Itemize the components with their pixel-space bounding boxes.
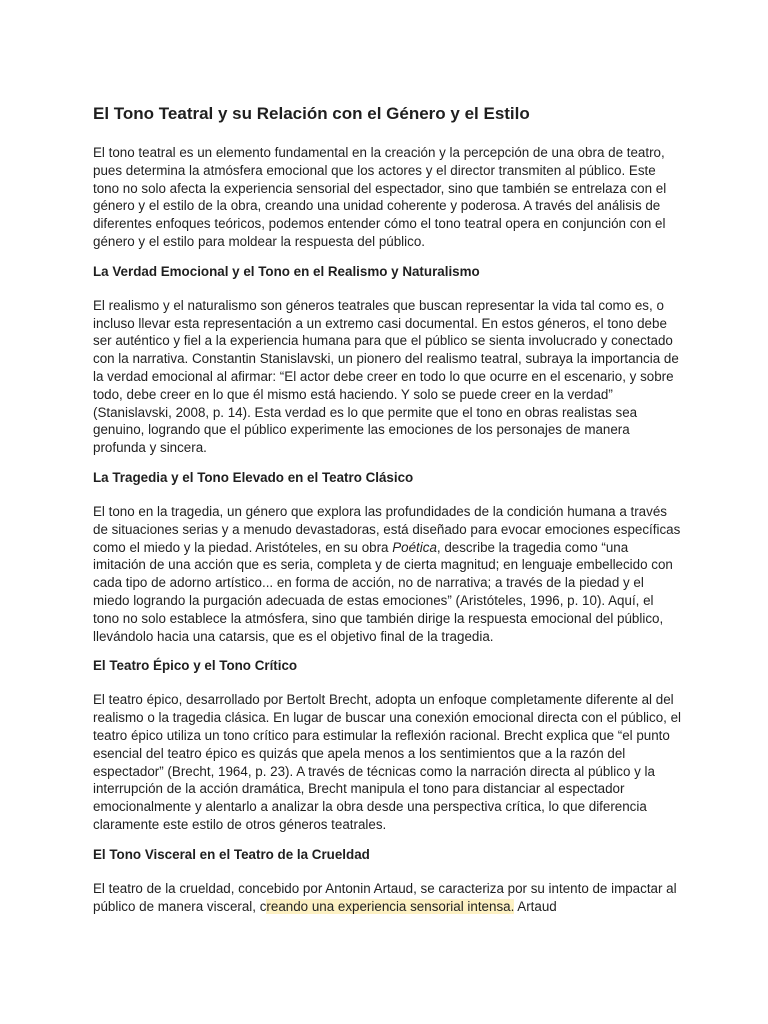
intro-paragraph: El tono teatral es un elemento fundamental en la creación y la percepción de una obra de teatro, pues determina la atmósfera emocional que los actores y el director transmiten al público. Este tono no solo afecta la experiencia sensorial del espectador, sino que también se entrelaza con el género y el estilo de la obra, creando una unidad coherente y poderosa. A través del análisis de diferentes enfoques teóricos, podemos entender cómo el tono teatral opera en conjunción con el género y el estilo para moldear la respuesta del público. [93,145,667,249]
section-body-tragedia [93,503,683,645]
document-page [93,103,683,926]
highlighted-text: reando una experiencia sensorial intensa. [266,898,515,914]
section-body-epico: El teatro épico, desarrollado por Bertolt Brecht, adopta un enfoque completamente diferente al del realismo o la tragedia clásica. En lugar de buscar una conexión emocional directa con el público, el teatro épico utiliza un tono crítico para estimular la reflexión racional. Brecht explica que “el punto esencial del teatro épico es quizás que apela menos a los sentimientos que a la razón del espectador” (Brecht, 1964, p. 23). A través de técnicas como la narración directa al público y la interrupción de la acción dramática, Brecht manipula el tono para distanciar al espectador emocionalmente y alentarlo a analizar la obra desde una perspectiva crítica, lo que diferencia claramente este estilo de otros géneros teatrales. [93,692,682,832]
text-run: Artaud [514,898,557,914]
section-heading-epico: El Teatro Épico y el Tono Crítico [93,658,298,674]
text-run: El teatro de la crueldad, concebido por Antonin Artaud, se caracteriza por su intento de impactar al público de manera visceral, c [93,880,677,914]
text-run: El tono en la tragedia, un género que explora las profundidades de la condición humana a través de situaciones serias y a menudo devastadoras, está diseñado para evocar emociones específicas como el miedo y la piedad. Aristóteles, en su obra [93,503,681,555]
section-body-realismo: El realismo y el naturalismo son géneros teatrales que buscan representar la vida tal como es, o incluso llevar esta representación a un extremo casi documental. En estos géneros, el tono debe ser auténtico y fiel a la experiencia humana para que el público se sienta involucrado y conectado con la narrativa. Constantin Stanislavski, un pionero del realismo teatral, subraya la importancia de la verdad emocional al afirmar: “El actor debe creer en todo lo que ocurre en el escenario, y sobre todo, debe creer en lo que él mismo está haciendo. Y solo se puede creer en la verdad” (Stanislavski, 2008, p. 14). Esta verdad es lo que permite que el tono en obras realistas sea genuino, logrando que el público experimente las emociones de los personajes de manera profunda y sincera. [93,297,679,456]
section-heading-realismo: La Verdad Emocional y el Tono en el Realismo y Naturalismo [93,263,480,279]
document-title: El Tono Teatral y su Relación con el Género y el Estilo [93,104,530,123]
section-body-crueldad [93,880,683,916]
section-heading-crueldad: El Tono Visceral en el Teatro de la Crueldad [93,846,370,862]
section-heading-tragedia: La Tragedia y el Tono Elevado en el Teatro Clásico [93,469,414,485]
italic-title: Poética [392,539,437,555]
text-run: , describe la tragedia como “una imitación de una acción que es seria, completa y de cierta magnitud; en lenguaje embellecido con cada tipo de adorno artístico... en forma de acción, no de narrativa; a través de la piedad y el miedo logrando la purgación adecuada de estas emociones” (Aristóteles, 1996, p. 10). Aquí, el tono no solo establece la atmósfera, sino que también dirige la respuesta emocional del público, llevándolo hacia una catarsis, que es el objetivo final de la tragedia. [93,539,673,644]
